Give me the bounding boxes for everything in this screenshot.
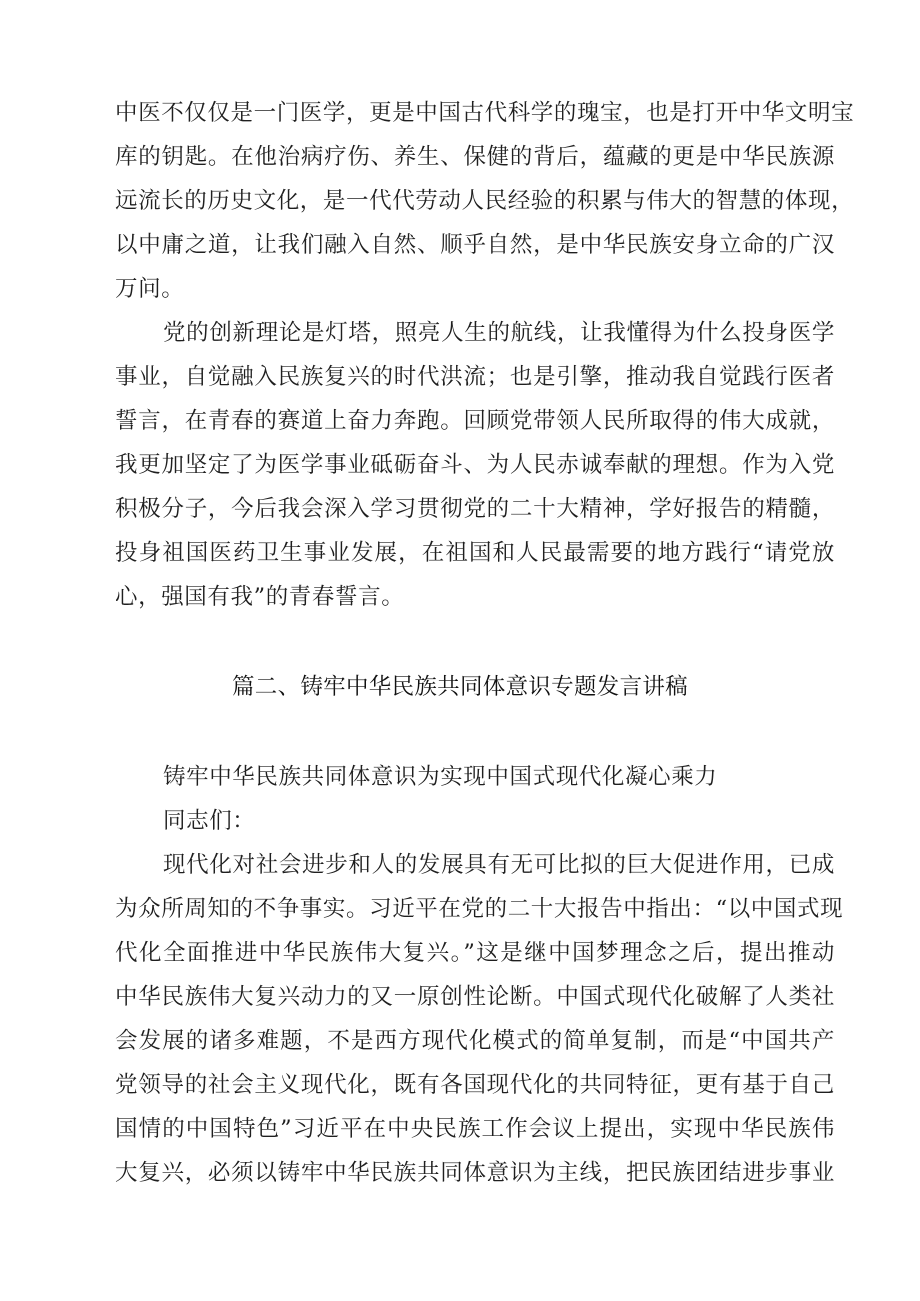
paragraph-line: 远流长的历史文化，是一代代劳动人民经验的积累与伟大的智慧的体现， <box>115 188 855 214</box>
paragraph-line: 为众所周知的不争事实。习近平在党的二十大报告中指出：“以中国式现 <box>115 896 844 922</box>
section-heading: 篇二、铸牢中华民族共同体意识专题发言讲稿 <box>231 674 688 700</box>
paragraph-line: 心，强国有我”的青春誓言。 <box>115 584 405 610</box>
paragraph-line: 代化全面推进中华民族伟大复兴。”这是继中国梦理念之后，提出推动 <box>115 940 835 966</box>
salutation: 同志们： <box>163 808 256 834</box>
paragraph-line: 现代化对社会进步和人的发展具有无可比拟的巨大促进作用，已成 <box>163 852 835 878</box>
paragraph-line: 以中庸之道，让我们融入自然、顺乎自然，是中华民族安身立命的广汉 <box>115 232 835 258</box>
paragraph-line: 投身祖国医药卫生事业发展，在祖国和人民最需要的地方践行“请党放 <box>115 540 835 566</box>
paragraph-line: 积极分子，今后我会深入学习贯彻党的二十大精神，学好报告的精髓， <box>115 496 835 522</box>
paragraph-line: 万问。 <box>115 276 185 302</box>
paragraph-line: 事业，自觉融入民族复兴的时代洪流；也是引擎，推动我自觉践行医者 <box>115 364 835 390</box>
paragraph-line: 库的钥匙。在他治病疗伤、养生、保健的背后，蕴藏的更是中华民族源 <box>115 144 835 170</box>
speech-title: 铸牢中华民族共同体意识为实现中国式现代化凝心乘力 <box>163 764 718 790</box>
paragraph-line: 誓言，在青春的赛道上奋力奔跑。回顾党带领人民所取得的伟大成就， <box>115 408 835 434</box>
paragraph-line: 党领导的社会主义现代化，既有各国现代化的共同特征，更有基于自己 <box>115 1072 835 1098</box>
paragraph-line: 大复兴，必须以铸牢中华民族共同体意识为主线，把民族团结进步事业 <box>115 1160 835 1186</box>
paragraph-line: 党的创新理论是灯塔，照亮人生的航线，让我懂得为什么投身医学 <box>163 320 835 346</box>
paragraph-line: 国情的中国特色”习近平在中央民族工作会议上提出，实现中华民族伟 <box>115 1116 835 1142</box>
paragraph-line: 会发展的诸多难题，不是西方现代化模式的简单复制，而是“中国共产 <box>115 1028 835 1054</box>
paragraph-line: 中华民族伟大复兴动力的又一原创性论断。中国式现代化破解了人类社 <box>115 984 835 1010</box>
paragraph-line: 中医不仅仅是一门医学，更是中国古代科学的瑰宝，也是打开中华文明宝 <box>115 100 855 126</box>
paragraph-line: 我更加坚定了为医学事业砥砺奋斗、为人民赤诚奉献的理想。作为入党 <box>115 452 835 478</box>
